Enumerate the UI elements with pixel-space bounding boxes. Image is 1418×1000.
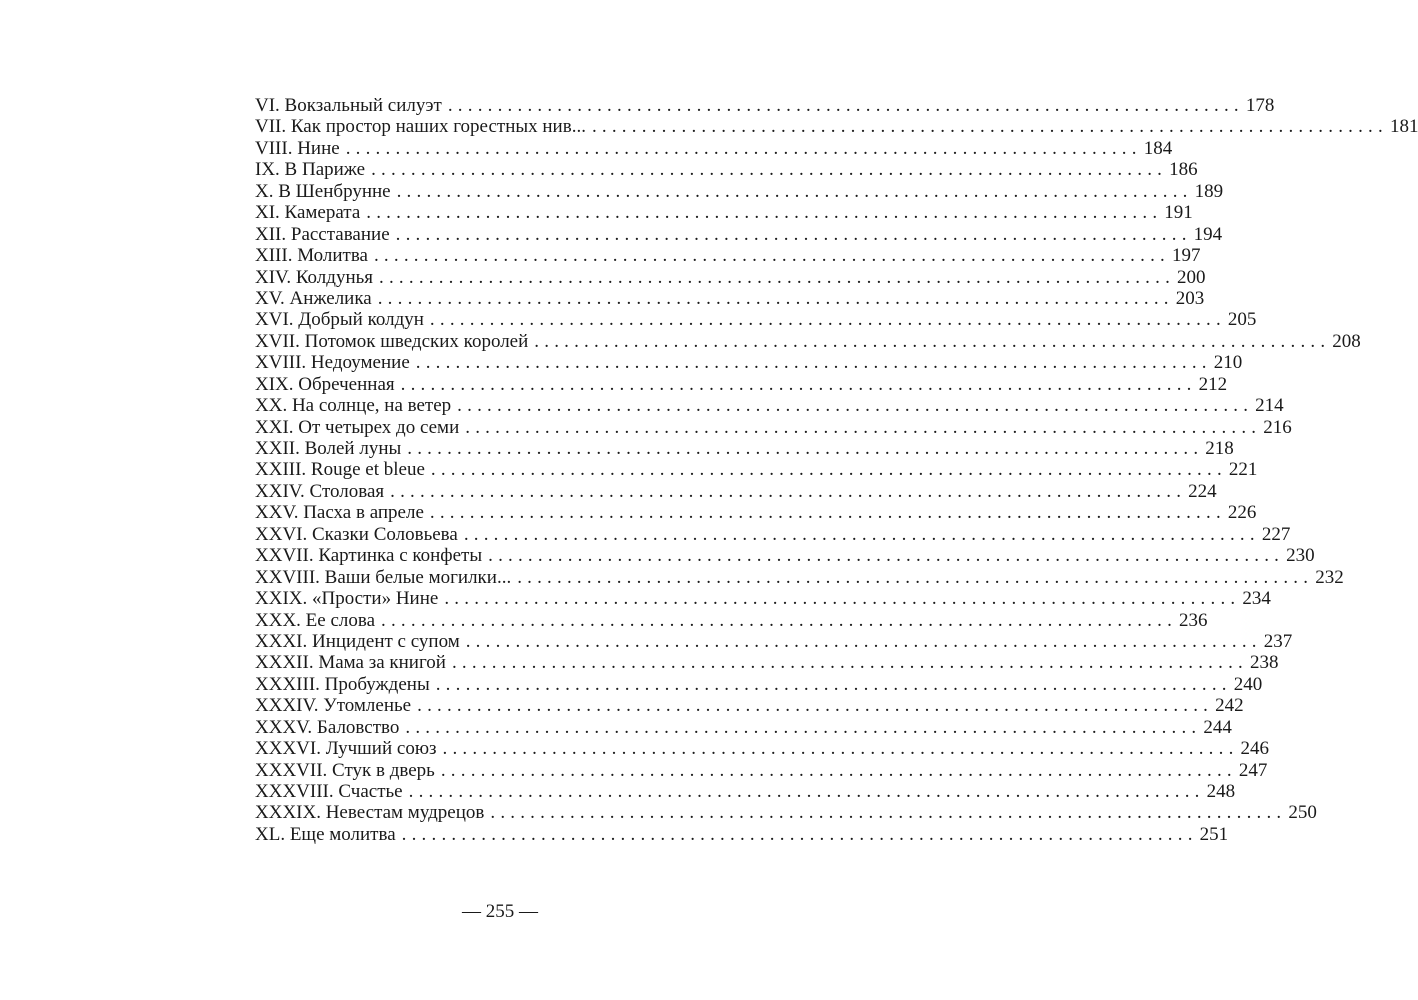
dot-leader: ................................................................................ [488,545,1285,567]
toc-entry [255,802,1317,824]
toc-entry [255,695,1244,717]
toc-entry [255,738,1270,760]
toc-entry [255,459,1258,481]
toc-entry [255,588,1271,610]
toc-entry-title: XIII. Молитва [255,245,368,267]
dot-leader: ................................................................................ [408,781,1205,802]
toc-entry-title: XXXII. Мама за книгой [255,652,446,674]
dot-leader: ................................................................................ [517,566,1314,588]
dot-leader: ................................................................................ [490,802,1287,824]
toc-entry [255,159,1198,181]
toc-entry-page: 247 [1238,759,1268,781]
toc-entry [255,823,1229,845]
toc-entry-page: 197 [1171,245,1201,267]
toc-entry-title: IX. В Париже [255,159,366,181]
toc-entry-page: 224 [1188,480,1217,502]
dot-leader: ................................................................................ [442,738,1239,760]
toc-entry-title: XL. Еще молитва [255,823,396,845]
dot-leader: ................................................................................ [435,673,1232,695]
toc-entry-page: 230 [1286,545,1315,567]
toc-entry [255,95,1275,116]
dot-leader: ................................................................................ [534,330,1331,352]
toc-entry-title: XXXVIII. Счастье [255,781,403,802]
dot-leader: ................................................................................ [407,438,1204,459]
toc-entry [255,266,1206,288]
toc-entry-page: 194 [1193,223,1223,245]
toc-entry-title: XXII. Волей луны [255,438,402,459]
dot-leader: ................................................................................ [345,137,1142,159]
toc-entry-page: 212 [1198,373,1228,395]
dot-leader: ................................................................................ [405,716,1202,738]
toc-entry-title: XXXVII. Стук в дверь [255,759,435,781]
toc-entry-title: XXXI. Инцидент с супом [255,630,460,652]
dot-leader: ................................................................................ [396,180,1193,202]
toc-entry [255,373,1228,395]
toc-entry-page: 216 [1263,416,1292,438]
toc-entry-title: XV. Анжелика [255,287,372,309]
toc-entry-title: XXVIII. Ваши белые могилки... [255,566,512,588]
toc-entry-title: XXXIX. Невестам мудрецов [255,802,485,824]
dot-leader: ................................................................................ [373,245,1170,267]
toc-entry [255,202,1193,224]
dot-leader: ................................................................................ [430,459,1227,481]
dot-leader: ................................................................................ [465,630,1262,652]
toc-entry-title: XXXIII. Пробуждены [255,673,430,695]
dot-leader: ................................................................................ [440,759,1237,781]
toc-entry [255,716,1232,738]
toc-entry [255,781,1236,802]
toc-entry-title: XXIX. «Прости» Нине [255,588,439,610]
dot-leader: ................................................................................ [429,309,1226,331]
toc-entry-page: 248 [1206,781,1236,802]
dot-leader: ................................................................................ [451,652,1248,674]
toc-entry-title: XII. Расставание [255,223,390,245]
toc-entry-title: XXIII. Rouge et bleue [255,459,425,481]
toc-entry [255,245,1201,267]
toc-entry [255,416,1292,438]
dot-leader: ................................................................................ [390,480,1187,502]
toc-entry [255,180,1224,202]
toc-entry-title: XVII. Потомок шведских королей [255,330,529,352]
dot-leader: ................................................................................ [377,287,1174,309]
toc-entry-title: VII. Как простор наших горестных нив... [255,116,586,138]
toc-entry-page: 221 [1228,459,1258,481]
dot-leader: ................................................................................ [444,588,1241,610]
toc-entry-page: 208 [1332,330,1361,352]
toc-entry-title: XX. На солнце, на ветер [255,395,452,417]
dot-leader: ................................................................................ [371,159,1168,181]
toc-entry-page: 205 [1227,309,1257,331]
toc-entry-title: X. В Шенбрунне [255,180,391,202]
dot-leader: ................................................................................ [463,523,1260,545]
toc-entry-title: XIV. Колдунья [255,266,374,288]
dot-leader: ................................................................................ [457,395,1254,417]
dot-leader: ................................................................................ [401,823,1198,845]
toc-entry-page: 181 [1389,116,1418,138]
toc-entry [255,137,1173,159]
toc-entry [255,652,1279,674]
toc-entry-page: 234 [1242,588,1271,610]
toc-entry-page: 203 [1175,287,1205,309]
toc-entry [255,438,1234,459]
toc-entry [255,330,1361,352]
toc-entry [255,352,1243,374]
toc-entry-page: 227 [1261,523,1291,545]
toc-entry-page: 238 [1249,652,1279,674]
toc-entry-title: XIX. Обреченная [255,373,395,395]
dot-leader: ................................................................................ [591,116,1388,138]
toc-entry-title: XXX. Ее слова [255,609,376,631]
toc-entry [255,609,1208,631]
toc-entry-page: 184 [1143,137,1173,159]
toc-entry-page: 191 [1164,202,1193,224]
toc-entry-title: XXVI. Сказки Соловьева [255,523,458,545]
toc-entry-page: 186 [1169,159,1198,181]
toc-entry-page: 210 [1213,352,1243,374]
toc-entry [255,630,1293,652]
toc-entry-page: 189 [1194,180,1224,202]
toc-entry-title: VI. Вокзальный силуэт [255,95,442,116]
toc-entry-page: 250 [1288,802,1317,824]
toc-entry-page: 244 [1203,716,1232,738]
toc-entry-page: 218 [1205,438,1234,459]
dot-leader: ................................................................................ [465,416,1262,438]
toc-entry-title: XXXV. Баловство [255,716,400,738]
dot-leader: ................................................................................ [429,502,1226,524]
toc-entry-title: XXI. От четырех до семи [255,416,460,438]
toc-entry-title: XI. Камерата [255,202,361,224]
toc-entry-page: 240 [1233,673,1263,695]
toc-entry [255,309,1257,331]
toc-entry-title: VIII. Нине [255,137,340,159]
toc-entry [255,480,1217,502]
toc-entry-page: 237 [1263,630,1293,652]
toc-entry-page: 242 [1215,695,1244,717]
toc-entry-page: 232 [1315,566,1344,588]
dot-leader: ................................................................................ [366,202,1163,224]
toc-entry [255,287,1205,309]
toc-entry-page: 246 [1240,738,1270,760]
toc-entry-title: XVI. Добрый колдун [255,309,424,331]
toc-entry [255,545,1315,567]
toc-entry-page: 214 [1255,395,1284,417]
toc-entry-title: XXXVI. Лучший союз [255,738,437,760]
dot-leader: ................................................................................ [415,352,1212,374]
toc-entry [255,759,1268,781]
dot-leader: ................................................................................ [395,223,1192,245]
toc-entry [255,673,1263,695]
dot-leader: ................................................................................ [400,373,1197,395]
toc-entry [255,223,1223,245]
toc-entry [255,523,1291,545]
toc-entry-page: 200 [1177,266,1206,288]
toc-entry-page: 236 [1179,609,1208,631]
dot-leader: ................................................................................ [379,266,1176,288]
dot-leader: ................................................................................ [381,609,1178,631]
table-of-contents [255,95,1418,845]
toc-entry-page: 251 [1199,823,1229,845]
toc-entry-title: XVIII. Недоумение [255,352,410,374]
toc-entry-page: 226 [1227,502,1257,524]
toc-entry [255,502,1257,524]
toc-entry-title: XXIV. Столовая [255,480,385,502]
dot-leader: ................................................................................ [417,695,1214,717]
toc-entry-title: XXV. Пасха в апреле [255,502,424,524]
toc-entry-title: XXXIV. Утомленье [255,695,412,717]
toc-entry [255,566,1344,588]
toc-entry [255,395,1284,417]
page-number: — 255 — [462,901,538,922]
toc-entry-page: 178 [1245,95,1275,116]
toc-entry [255,116,1418,138]
dot-leader: ................................................................................ [447,95,1244,116]
toc-entry-title: XXVII. Картинка с конфеты [255,545,483,567]
